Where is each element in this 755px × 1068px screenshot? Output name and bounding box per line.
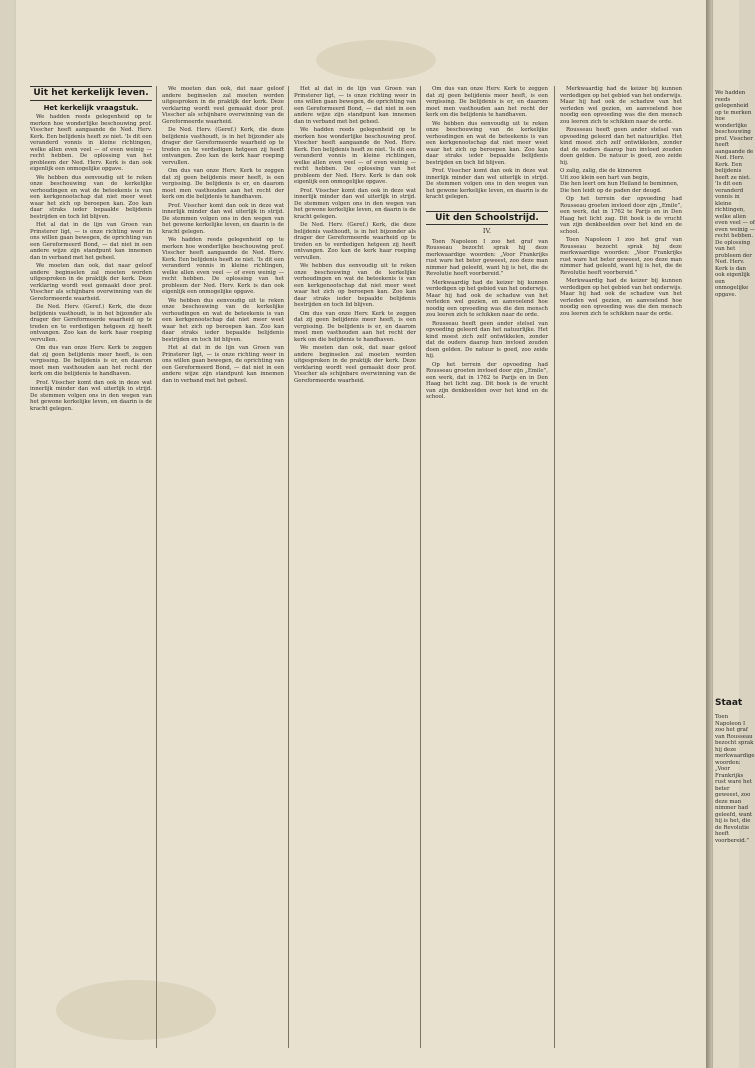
paragraph: Prof. Visscher komt dan ook in deze wat innerlijk minder dan wel uiterlijk in strijd. De stemmen volgen ons in den wegen van het gewone kerkelijke leven, en daarin is de kracht gelegen.: [426, 168, 548, 200]
paragraph: Het al dat in de lijn van Groen van Prinsterer ligt, — is onze richting weer in ons willen gaan bewegen, de oprichting van een Gereformeerd Bond, — dat niet in een andere wijze zijn standpunt kan innemen dan in verband met het geheel.: [294, 86, 416, 125]
paragraph: Om dus van onze Herv. Kerk te zeggen dat zij geen belijdenis meer heeft, is een vergissing. De belijdenis is er, en daarom moet men vasthouden aan het recht der kerk om die belijdenis te handhaven.: [294, 310, 416, 343]
column-rule: [288, 86, 289, 1048]
paragraph: We hebben dus eenvoudig uit te reken onze beschouwing van de kerkelijke verhoudingen en wat de beteekenis is van een kerkgenootschap dat niet meer weet waar het zich op beroepen kan. Zoo kan daar straks ieder bepaalde belijdenis bestrijden en toch lid blijven.: [162, 297, 284, 343]
paragraph: Prof. Visscher komt dan ook in deze wat innerlijk minder dan wel uiterlijk in strijd. De stemmen volgen ons in den wegen van het gewone kerkelijke leven, en daarin is de kracht gelegen.: [294, 187, 416, 220]
paragraph: We hebben dus eenvoudig uit te reken onze beschouwing van de kerkelijke verhoudingen en wat de beteekenis is van een kerkgenootschap dat niet meer weet waar het zich op beroepen kan. Zoo kan daar straks ieder bepaalde belijdenis bestrijden en toch lid blijven.: [30, 174, 152, 220]
poem-line: Die hen leidt op de paden der deugd.: [560, 187, 662, 194]
column-3: [294, 86, 416, 1048]
paragraph: Om dus van onze Herv. Kerk te zeggen dat zij geen belijdenis meer heeft, is een vergissing. De belijdenis is er, en daarom moet men vasthouden aan het recht der kerk om die belijdenis te handhaven.: [162, 168, 284, 200]
adjacent-page: [712, 0, 755, 1068]
paragraph: We moeten dan ook, dat naar geloof andere beginselen zal moeten worden uitgesproken in de praktijk der kerk. Deze verklaring wordt veel gemaakt door prof. Visscher als schijnbare overwinning van de Gereformeerde waarheid.: [30, 263, 152, 302]
column-1: [30, 86, 152, 1048]
paragraph: Merkwaardig had de keizer bij kunnen verdedigen op het gebied van het onderwijs. Maar hij had ook de schaduw van het verleden wel gezien, en aanvoelend hoe noodig een opvoeding was die den mensch zou leeren zich te schikken naar de orde.: [426, 279, 548, 318]
paragraph: Om dus van onze Herv. Kerk te zeggen dat zij geen belijdenis meer heeft, is een vergissing. De belijdenis is er, en daarom moet men vasthouden aan het recht der kerk om die belijdenis te handhaven.: [426, 86, 548, 118]
article-heading: Uit den Schoolstrijd.: [426, 211, 548, 226]
paragraph: Merkwaardig had de keizer bij kunnen verdedigen op het gebied van het onderwijs. Maar hij had ook de schaduw van het verleden wel gezien, en aanvoelend hoe noodig een opvoeding was die den mensch zou leeren zich te schikken naar de orde.: [560, 86, 682, 125]
adjacent-text: We hadden reeds gelegenheid op te merken hoe wonderlijke beschouwing prof. Visscher heeft aangaande de Ned. Herv. Kerk. Een belijdenis heeft ze niet. 'Is dit een veranderd vonnis in kleine richtingen, welke allen even veel — of even weinig — recht hebben. De oplossing van het probleem der Ned. Herv. Kerk is dan ook eigenlijk een onmogelijke opgave.: [715, 90, 755, 298]
paragraph: We hadden reeds gelegenheid op te merken hoe wonderlijke beschouwing prof. Visscher heeft aangaande de Ned. Herv. Kerk. Een belijdenis heeft ze niet. 'Is dit een veranderd vonnis in kleine richtingen, welke allen even veel — of even weinig — recht hebben. De oplossing van het probleem der Ned. Herv. Kerk is dan ook eigenlijk een onmogelijke opgave.: [30, 114, 152, 172]
poem-line: Die hen leert om hun Heiland te beminnen,: [560, 181, 679, 187]
column-rule: [554, 86, 555, 1048]
paragraph: We hebben dus eenvoudig uit te reken onze beschouwing van de kerkelijke verhoudingen en wat de beteekenis is van een kerkgenootschap dat niet meer weet waar het zich op beroepen kan. Zoo kan daar straks ieder bepaalde belijdenis bestrijden en toch lid blijven.: [294, 263, 416, 308]
paragraph: De Ned. Herv. (Geref.) Kerk, die deze belijdenis vasthoudt, is in het bijzonder als drager der Gereformeerde waarheid op te treden en te verdedigen hetgeen zij heeft ontvangen. Zoo kan de kerk haar roeping vervullen.: [30, 304, 152, 343]
article-numeral: IV.: [482, 227, 492, 235]
paragraph: Prof. Visscher komt dan ook in deze wat innerlijk minder dan wel uiterlijk in strijd. De stemmen volgen ons in den wegen van het gewone kerkelijke leven, en daarin is de kracht gelegen.: [162, 202, 284, 235]
column-rule: [420, 86, 421, 1048]
paragraph: We moeten dan ook, dat naar geloof andere beginselen zal moeten worden uitgesproken in de praktijk der kerk. Deze verklaring wordt veel gemaakt door prof. Visscher als schijnbare overwinning van de Gereformeerde waarheid.: [294, 345, 416, 384]
paragraph: De Ned. Herv. (Geref.) Kerk, die deze belijdenis vasthoudt, is in het bijzonder als drager der Gereformeerde waarheid op te treden en te verdedigen hetgeen zij heeft ontvangen. Zoo kan de kerk haar roeping vervullen.: [294, 222, 416, 261]
column-2: [162, 86, 284, 1048]
paragraph: Op het terrein der opvoeding had Rousseau groeten invloed door zijn „Emile”, een werk, dat in 1762 te Parijs en in Den Haag het licht zag. Dit boek is de vrucht van zijn denkbeelden over het kind en de school.: [426, 361, 548, 400]
poem-line: Uit zoo klein een hart van begin,: [560, 174, 650, 181]
paragraph: De Ned. Herv. (Geref.) Kerk, die deze belijdenis vasthoudt, is in het bijzonder als drager der Gereformeerde waarheid op te treden en te verdedigen hetgeen zij heeft ontvangen. Zoo kan de kerk haar roeping vervullen.: [162, 127, 284, 166]
poem-line: O zalig, zalig, die de kinneren: [560, 168, 642, 174]
paragraph: Toen Napoleon I zoo het graf van Rousseau bezocht sprak hij deze merkwaardige woorden: „Voor Frankrijks rust ware het beter geweest, zoo deze man nimmer had geleefd, want hij is het, die de Revolutie heeft voorbereid.”: [560, 237, 682, 276]
paragraph: We hadden reeds gelegenheid op te merken hoe wonderlijke beschouwing prof. Visscher heeft aangaande de Ned. Herv. Kerk. Een belijdenis heeft ze niet. 'Is dit een veranderd vonnis in kleine richtingen, welke allen even veel — of even weinig — recht hebben. De oplossing van het probleem der Ned. Herv. Kerk is dan ook eigenlijk een onmogelijke opgave.: [294, 127, 416, 185]
paragraph: Rousseau heeft geen ander stelsel van opvoeding geleerd dan het natuurlijke. Het kind moest zich zelf ontwikkelen, zonder dat de ouders daarop hun invloed zouden doen gelden. De natuur is goed, zoo zeide hij.: [560, 127, 682, 166]
paragraph: We hebben dus eenvoudig uit te reken onze beschouwing van de kerkelijke verhoudingen en wat de beteekenis is van een kerkgenootschap dat niet meer weet waar het zich op beroepen kan. Zoo kan daar straks ieder bepaalde belijdenis bestrijden en toch lid blijven.: [426, 120, 548, 166]
paragraph: Om dus van onze Herv. Kerk te zeggen dat zij geen belijdenis meer heeft, is een vergissing. De belijdenis is er, en daarom moet men vasthouden aan het recht der kerk om die belijdenis te handhaven.: [30, 345, 152, 377]
paragraph: Toen Napoleon I zoo het graf van Rousseau bezocht sprak hij deze merkwaardige woorden: „Voor Frankrijks rust ware het beter geweest, zoo deze man nimmer had geleefd, want hij is het, die de Revolutie heeft voorbereid.”: [426, 238, 548, 277]
adjacent-text: Toen Napoleon I zoo het graf van Rousseau bezocht sprak hij deze merkwaardige woorden: „Voor Frankrijks rust ware het beter geweest, zoo deze man nimmer had geleefd, want hij is het, die de Revolutie heeft voorbereid.”: [715, 714, 755, 844]
article-title: Het kerkelijk vraagstuk.: [43, 103, 139, 112]
paper-stain: [316, 40, 436, 80]
column-5: [560, 86, 682, 1048]
column-4: [426, 86, 548, 1048]
section-heading: Uit het kerkelijk leven.: [30, 86, 152, 101]
poem: [560, 168, 682, 194]
paragraph: Prof. Visscher komt dan ook in deze wat innerlijk minder dan wel uiterlijk in strijd. De stemmen volgen ons in den wegen van het gewone kerkelijke leven, en daarin is de kracht gelegen.: [30, 379, 152, 412]
paragraph: Het al dat in de lijn van Groen van Prinsterer ligt, — is onze richting weer in ons willen gaan bewegen, de oprichting van een Gereformeerd Bond, — dat niet in een andere wijze zijn standpunt kan innemen dan in verband met het geheel.: [162, 345, 284, 384]
paper-stain: [56, 980, 216, 1040]
paragraph: Merkwaardig had de keizer bij kunnen verdedigen op het gebied van het onderwijs. Maar hij had ook de schaduw van het verleden wel gezien, en aanvoelend hoe noodig een opvoeding was die den mensch zou leeren zich te schikken naar de orde.: [560, 278, 682, 317]
newspaper-page: [16, 0, 706, 1068]
paragraph: Rousseau heeft geen ander stelsel van opvoeding geleerd dan het natuurlijke. Het kind moest zich zelf ontwikkelen, zonder dat de ouders daarop hun invloed zouden doen gelden. De natuur is goed, zoo zeide hij.: [426, 320, 548, 359]
paragraph: We moeten dan ook, dat naar geloof andere beginselen zal moeten worden uitgesproken in de praktijk der kerk. Deze verklaring wordt veel gemaakt door prof. Visscher als schijnbare overwinning van de Gereformeerde waarheid.: [162, 86, 284, 125]
paragraph: Op het terrein der opvoeding had Rousseau groeten invloed door zijn „Emile”, een werk, dat in 1762 te Parijs en in Den Haag het licht zag. Dit boek is de vrucht van zijn denkbeelden over het kind en de school.: [560, 196, 682, 235]
paragraph: We hadden reeds gelegenheid op te merken hoe wonderlijke beschouwing prof. Visscher heeft aangaande de Ned. Herv. Kerk. Een belijdenis heeft ze niet. 'Is dit een veranderd vonnis in kleine richtingen, welke allen even veel — of even weinig — recht hebben. De oplossing van het probleem der Ned. Herv. Kerk is dan ook eigenlijk een onmogelijke opgave.: [162, 237, 284, 295]
column-rule: [156, 86, 157, 1048]
paragraph: Het al dat in de lijn van Groen van Prinsterer ligt, — is onze richting weer in ons willen gaan bewegen, de oprichting van een Gereformeerd Bond, — dat niet in een andere wijze zijn standpunt kan innemen dan in verband met het geheel.: [30, 222, 152, 261]
adjacent-heading: Staat: [715, 698, 743, 708]
